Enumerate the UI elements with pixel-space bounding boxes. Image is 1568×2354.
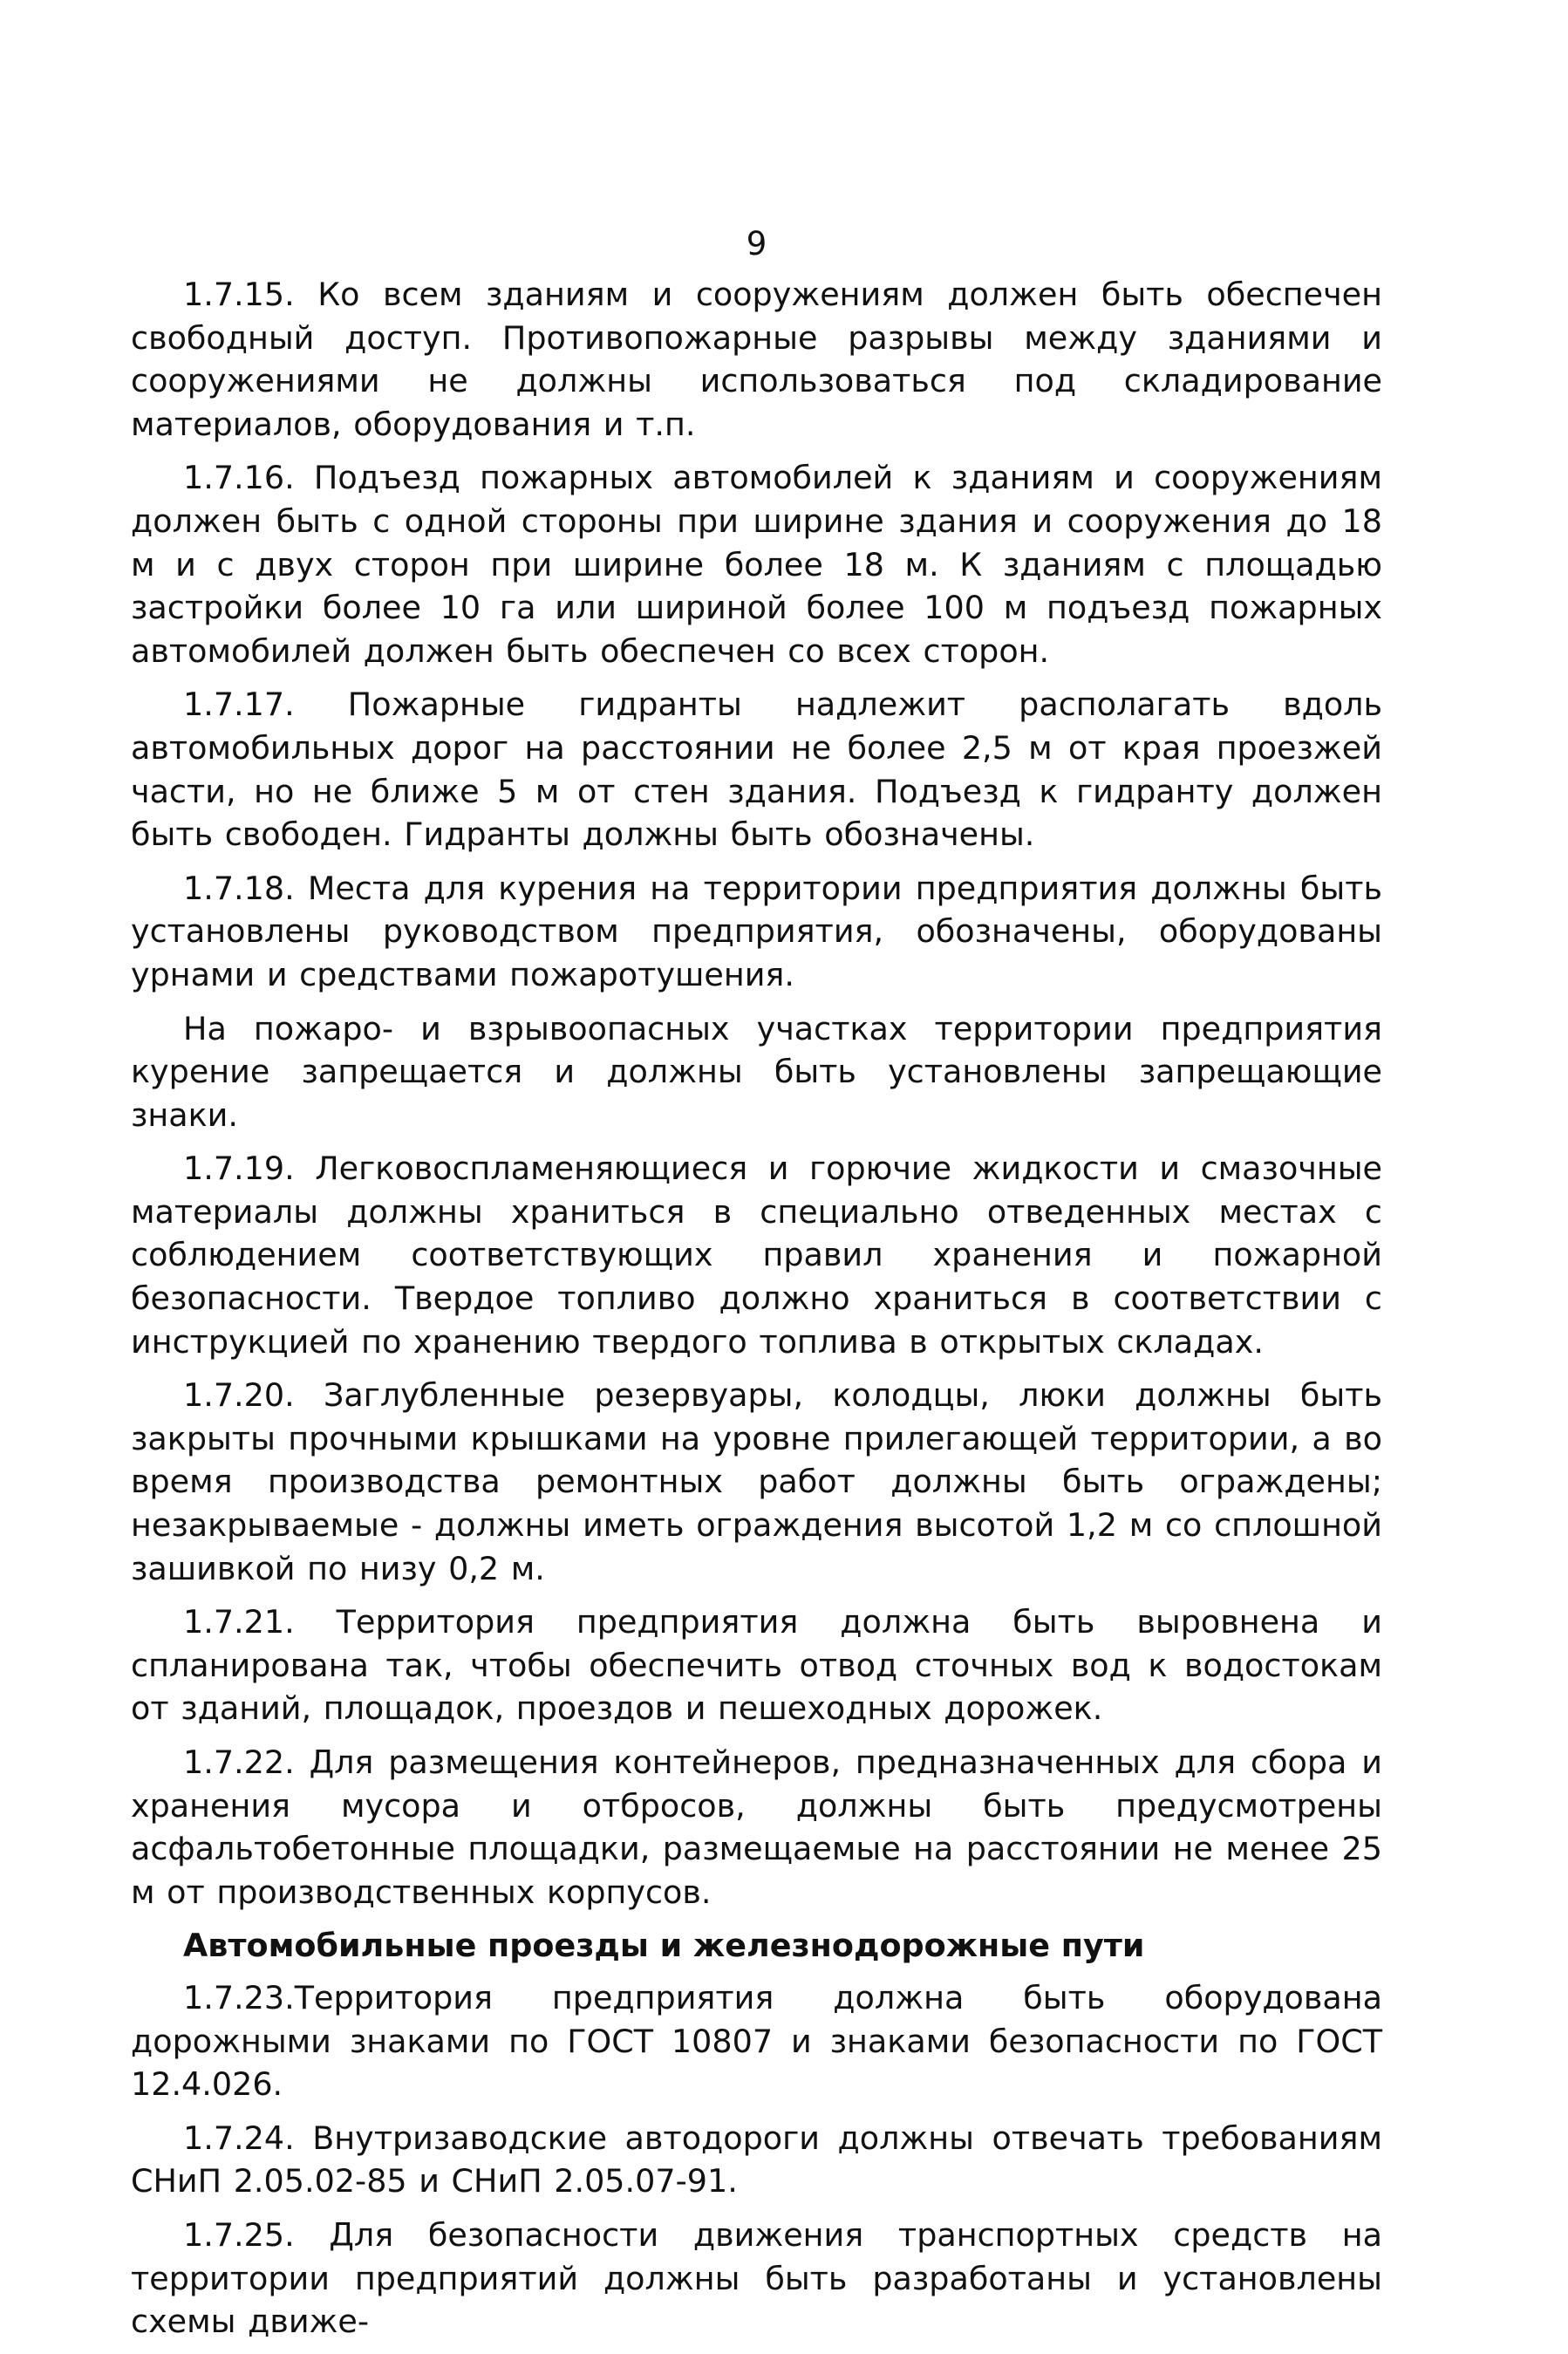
page-number: 9 [746,225,767,263]
paragraph-1-7-25: 1.7.25. Для безопасности движения транспортных средств на территории предприятий должны быть разработаны и установлены схемы движе- [131,2215,1382,2341]
paragraph-1-7-24: 1.7.24. Внутризаводские автодороги должны отвечать требованиям СНиП 2.05.02-85 и СНиП 2.05.07-91. [131,2119,1382,2200]
paragraph-1-7-18: 1.7.18. Места для курения на территории предприятия должны быть установлены руководством предприятия, обозначены, оборудованы урнами и средствами пожаротушения. [131,869,1382,993]
paragraph-1-7-23: 1.7.23.Территория предприятия должна быть оборудована дорожными знаками по ГОСТ 10807 и знаками безопасности по ГОСТ 12.4.026. [131,1978,1382,2104]
document-page [131,222,1382,2354]
paragraph-1-7-19: 1.7.19. Легковоспламеняющиеся и горючие жидкости и смазочные материалы должны храниться в специально отведенных местах с соблюдением соответствующих правил хранения и пожарной безопасности. Твердое топливо должно храниться в соответствии с инструкцией по хранению твердого топлива в открытых складах. [131,1150,1382,1361]
paragraph-1-7-15: 1.7.15. Ко всем зданиям и сооружениям должен быть обеспечен свободный доступ. Противопожарные разрывы между зданиями и сооружениями не должны использоваться под складирование материалов, оборудования и т.п. [131,276,1382,443]
paragraph-1-7-21: 1.7.21. Территория предприятия должна быть выровнена и спланирована так, чтобы обеспечить отвод сточных вод к водостокам от зданий, площадок, проездов и пешеходных дорожек. [131,1603,1382,1728]
paragraph-1-7-16: 1.7.16. Подъезд пожарных автомобилей к зданиям и сооружениям должен быть с одной стороны при ширине здания и сооружения до 18 м и с двух сторон при ширине более 18 м. К зданиям с площадью застройки более 10 га или шириной более 100 м подъезд пожарных автомобилей должен быть обеспечен со всех сторон. [131,459,1382,670]
paragraph-1-7-17: 1.7.17. Пожарные гидранты надлежит располагать вдоль автомобильных дорог на расстоянии не более 2,5 м от края проезжей части, но не ближе 5 м от стен здания. Подъезд к гидранту должен быть свободен. Гидранты должны быть обозначены. [131,686,1382,854]
paragraph-1-7-20: 1.7.20. Заглубленные резервуары, колодцы, люки должны быть закрыты прочными крышками на уровне прилегающей территории, а во время производства ремонтных работ должны быть ограждены; незакрываемые - должны иметь ограждения высотой 1,2 м со сплошной зашивкой по низу 0,2 м. [131,1376,1382,1587]
section-heading: Автомобильные проезды и железнодорожные пути [183,1927,1145,1965]
paragraph-1-7-22: 1.7.22. Для размещения контейнеров, предназначенных для сбора и хранения мусора и отбросов, должны быть предусмотрены асфальтобетонные площадки, размещаемые на расстоянии не менее 25 м от производственных корпусов. [131,1743,1382,1911]
paragraph-smoking-ban: На пожаро- и взрывоопасных участках территории предприятия курение запрещается и должны быть установлены запрещающие знаки. [131,1009,1382,1134]
